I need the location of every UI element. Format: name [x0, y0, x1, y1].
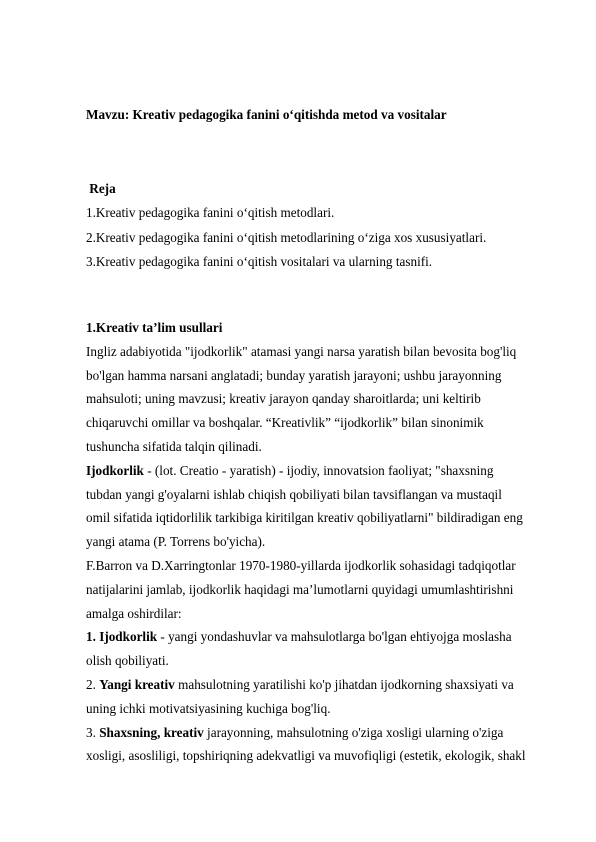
- definition-text: - (lot. Creatio - yaratish) - ijodiy, innovatsion faoliyat; "shaxsning: [143, 462, 494, 478]
- list-item-text: mahsulotning yaratilishi ko'p jihatdan ijodkorning shaxsiyati va: [174, 676, 514, 692]
- list-item-bold: 1. Ijodkorlik: [86, 629, 158, 645]
- section-heading: [86, 316, 556, 340]
- paragraph-line: tubdan yangi g'oyalarni ishlab chiqish qobiliyati bilan tavsiflangan va mustaqil: [86, 486, 502, 502]
- plan-item: 1.Kreativ pedagogika fanini o‘qitish metodlari.: [86, 205, 335, 220]
- list-item-number: 2.: [86, 676, 100, 692]
- section-body: [86, 316, 556, 768]
- paragraph-line: F.Barron va D.Xarringtonlar 1970-1980-yillarda ijodkorlik sohasidagi tadqiqotlar: [86, 557, 516, 573]
- section-heading-text: 1.Kreativ ta’lim usullari: [86, 320, 223, 335]
- paragraph-line: omil sifatida iqtidorlilik tarkibiga kiritilgan kreativ qobiliyatlarni" bildiradigan eng: [86, 510, 523, 526]
- list-item-continuation: uning ichki motivatsiyasining kuchiga bog'liq.: [86, 700, 331, 716]
- paragraph-line: mahsuloti; uning mavzusi; kreativ jarayon qanday sharoitlarda; uni keltirib: [86, 391, 481, 407]
- list-item-continuation: olish qobiliyati.: [86, 653, 169, 669]
- plan-list: [86, 201, 486, 275]
- paragraph-line: tushuncha sifatida talqin qilinadi.: [86, 438, 262, 454]
- paragraph-line: chiqaruvchi omillar va boshqalar. “Kreativlik” “ijodkorlik” bilan sinonimik: [86, 415, 484, 431]
- list-item-number: 3.: [86, 724, 100, 740]
- list-item-text: jarayonning, mahsulotning o'ziga xosligi ularning o'ziga: [203, 724, 504, 740]
- list-item: [86, 673, 556, 697]
- plan-item: 3.Kreativ pedagogika fanini o‘qitish vositalari va ularning tasnifi.: [86, 254, 433, 269]
- plan-item: 2.Kreativ pedagogika fanini o‘qitish metodlarining o‘ziga xos xususiyatlari.: [86, 229, 487, 245]
- paragraph-line: natijalarini jamlab, ijodkorlik haqidagi ma’lumotlarni quyidagi umumlashtirishni: [86, 581, 514, 597]
- list-item-text: - yangi yondashuvlar va mahsulotlarga bo'lgan ehtiyojga moslasha: [157, 629, 512, 645]
- definition-line: [86, 459, 556, 483]
- paragraph-line: bo'lgan hamma narsani anglatadi; bunday yaratish jarayoni; ushbu jarayonning: [86, 367, 502, 383]
- list-item-bold: Shaxsning, kreativ: [99, 724, 204, 740]
- document-title: Mavzu: Kreativ pedagogika fanini o‘qitishda metod va vositalar: [86, 107, 447, 122]
- paragraph-line: Ingliz adabiyotida "ijodkorlik" atamasi yangi narsa yaratish bilan bevosita bog'liq: [86, 343, 517, 359]
- list-item-continuation: xosligi, asosliligi, topshiriqning adekvatligi va muvofiqligi (estetik, ekologik, shakl: [86, 748, 526, 764]
- paragraph-line: amalga oshirdilar:: [86, 605, 182, 621]
- list-item: [86, 625, 556, 649]
- plan-heading: Reja: [86, 181, 116, 196]
- list-item-bold: Yangi kreativ: [99, 676, 175, 692]
- paragraph-line: yangi atama (P. Torrens bo'yicha).: [86, 534, 266, 550]
- term-ijodkorlik: Ijodkorlik: [86, 462, 144, 478]
- list-item: [86, 721, 556, 745]
